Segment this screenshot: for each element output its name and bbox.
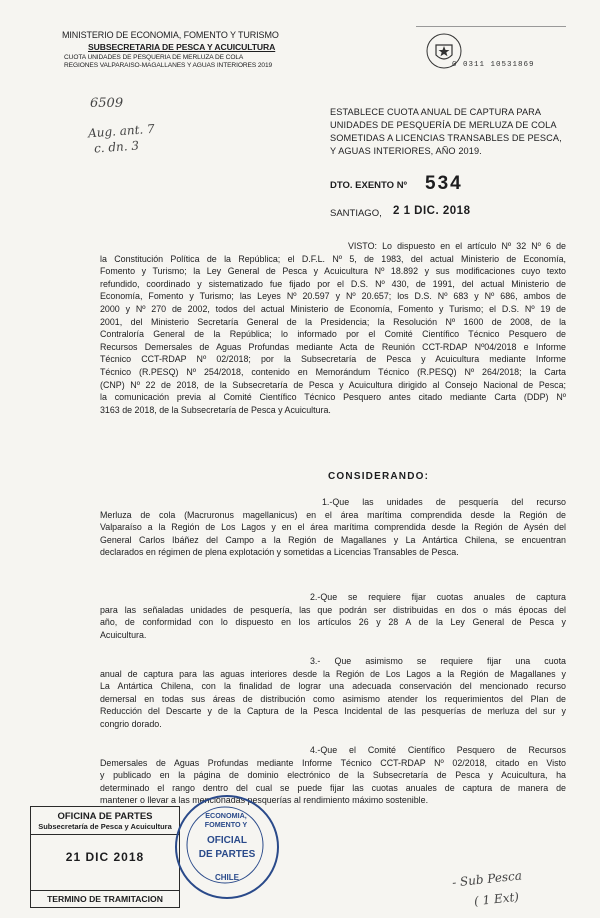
considerando-line: año, de conformidad con lo dispuesto en los artículos 26 y 28 A de la Ley General de Pesca y [100,617,566,628]
handwritten-number: 6509 [90,96,124,111]
decree-title-line: UNIDADES DE PESQUERÍA DE MERLUZA DE COLA [330,120,557,130]
round-stamp-center-1: OFICIAL [207,835,247,846]
oficina-partes-stamp [30,806,180,908]
registry-seal [416,26,566,75]
considerando-heading: CONSIDERANDO: [328,471,430,482]
decree-place: SANTIAGO, [330,208,382,219]
considerando-line: 2.-Que se requiere fijar cuotas anuales de captura [310,592,566,602]
ministry-name: MINISTERIO DE ECONOMIA, FOMENTO Y TURISMO [62,30,279,40]
decree-title-line: Y AGUAS INTERIORES, AÑO 2019. [330,146,482,156]
visto-line: la Constitución Política de la República; el D.F.L. Nº 5, de 1983, del actual Ministerio de Economía, [100,253,566,264]
considerando-line: 3.- Que asimismo se requiere fijar una cuota [310,656,566,666]
handwritten-bottom-note-1: - Sub Pesca [451,868,523,890]
stamp-footer: TERMINO DE TRAMITACION [31,890,179,907]
decree-number-label: DTO. EXENTO Nº [330,180,408,191]
visto-line: Contraloría General de la República; lo informado por el Comité Científico Técnico Pesquero de [100,329,566,340]
reference-line-1: CUOTA UNIDADES DE PESQUERIA DE MERLUZA DE COLA [64,54,244,61]
considerando-line: Acuicultura. [100,629,147,640]
visto-line: Técnico (R.PESQ) Nº 254/2018, contenido en Memorándum Técnico (R.PESQ) Nº 264/2018; la Carta [100,366,566,377]
handwritten-note-2: c. dn. 3 [93,138,140,156]
stamp-title: OFICINA DE PARTES [57,811,153,822]
visto-section [100,240,566,416]
visto-line: Fomento y Turismo; la Ley General de Pesca y Acuicultura Nº 18.892 y sus modificaciones cuyo texto [100,266,566,277]
round-stamp-top-text: ECONOMIA, FOMENTO Y [204,811,248,829]
round-stamp-bottom-text: CHILE [215,873,239,882]
considerando-line: Valparaíso a la Región de Los Lagos y en el área marítima comprendida desde la Región de Aysén del [100,522,566,533]
considerando-line: Reducción del Descarte y de la Captura de la Pesca Incidental de las pesquerías de merluza del sur y [100,706,566,717]
visto-line: 2000 y Nº 270 de 2002, todos del actual Ministerio de Economía, Fomento y Turismo; el D.S. Nº 19 de [100,303,566,314]
considerando-line: congrio dorado. [100,718,162,729]
considerando-line: Demersales de Aguas Profundas mediante Informe Técnico CCT-RDAP Nº 02/2018, citado en Visto [100,757,566,768]
decree-number: 534 [425,173,463,194]
considerando-line: anual de captura para las aguas interiores desde la Región de Los Lagos a la Región de Magallanes y [100,668,566,679]
visto-line: 2001, del Ministerio Secretaría General de la Presidencia; la Resolución Nº 1600 de 2008, de la [100,316,566,327]
considerando-3 [100,655,566,731]
considerando-1 [100,496,566,559]
decree-title-line: ESTABLECE CUOTA ANUAL DE CAPTURA PARA [330,107,542,117]
considerando-line: para las señaladas unidades de pesquería, las que podrán ser distribuidas en dos o más épocas del [100,604,566,615]
considerando-line: General Carlos Ibáñez del Campo a la Región de Magallanes y La Antártica Chilena, se encuentran [100,534,566,545]
considerando-line: 4.-Que el Comité Científico Pesquero de Recursos [310,745,566,755]
visto-line: Economía, Fomento y Turismo; las Leyes Nº 20.597 y Nº 20.657; los D.S. Nº 683 y Nº 686, ambos de [100,291,566,302]
stamp-subtitle: Subsecretaría de Pesca y Acuicultura [31,822,179,835]
considerando-line: determinado el rango dentro del cual se puede fijar las cuotas anuales de captura de manera de [100,782,566,793]
considerando-line: declarados en régimen de plena explotación y sometidas a Licencias Transables de Pesca. [100,547,459,558]
subsecretaria-name: SUBSECRETARIA DE PESCA Y ACUICULTURA [88,42,276,52]
reference-line-2: REGIONES VALPARAISO-MAGALLANES Y AGUAS INTERIORES 2019 [64,62,273,69]
considerando-line: La Antártica Chilena, con la finalidad de lograr una adecuada conservación del mencionado recurso [100,681,566,692]
visto-line: (CNP) Nº 22 de 2018, de la Subsecretaría de Pesca y Acuicultura dirigido al Consejo Nacional de Pesca; [100,379,566,390]
decree-title [330,106,570,158]
considerando-line: Merluza de cola (Macruronus magellanicus) en el área marítima comprendida desde la Región de [100,509,566,520]
visto-line: la comunicación previa al Comité Científico Técnico Pesquero antes citado mediante Carta (DDP) Nº [100,392,566,403]
considerando-2 [100,591,566,641]
decree-date: 2 1 DIC. 2018 [393,205,471,217]
handwritten-bottom-note-2: ( 1 Ext) [473,889,520,909]
considerando-line: demersal en todas sus áreas de distribución como asimismo atender los requerimientos del Plan de [100,693,566,704]
visto-line: refundido, coordinado y sistematizado fue fijado por el D.S. Nº 430, de 1991, del actual Ministerio de [100,278,566,289]
visto-line: 3163 de 2018, de la Subsecretaría de Pesca y Acuicultura. [100,404,331,415]
visto-line: VISTO: Lo dispuesto en el artículo Nº 32 Nº 6 de [348,241,566,251]
handwritten-note-1: Aug. ant. 7 [87,121,156,141]
considerando-line: mantener o llevar a las mencionadas pesquerías al rendimiento máximo sostenible. [100,795,429,806]
stamp-date: 21 DIC 2018 [65,850,145,864]
decree-title-line: SOMETIDAS A LICENCIAS TRANSABLES DE PESCA, [330,133,562,143]
round-stamp-center-2: DE PARTES [198,849,256,860]
seal-barcode-number: 0 0311 10531869 [452,61,535,69]
visto-line: Técnico CCT-RDAP Nº 02/2018; por la Subsecretaría de Pesca y Acuicultura mediante Informe [100,354,566,365]
round-official-stamp [175,795,279,899]
visto-line: Recursos Demersales de Aguas Profundas mediante Acta de Reunión CCT-RDAP Nº04/2018 e Informe [100,341,566,352]
considerando-4 [100,744,566,807]
considerando-line: 1.-Que las unidades de pesquería del recurso [322,497,566,507]
considerando-line: y publicado en la página de dominio electrónico de la Subsecretaría de Pesca y Acuicultura, ha [100,770,566,781]
